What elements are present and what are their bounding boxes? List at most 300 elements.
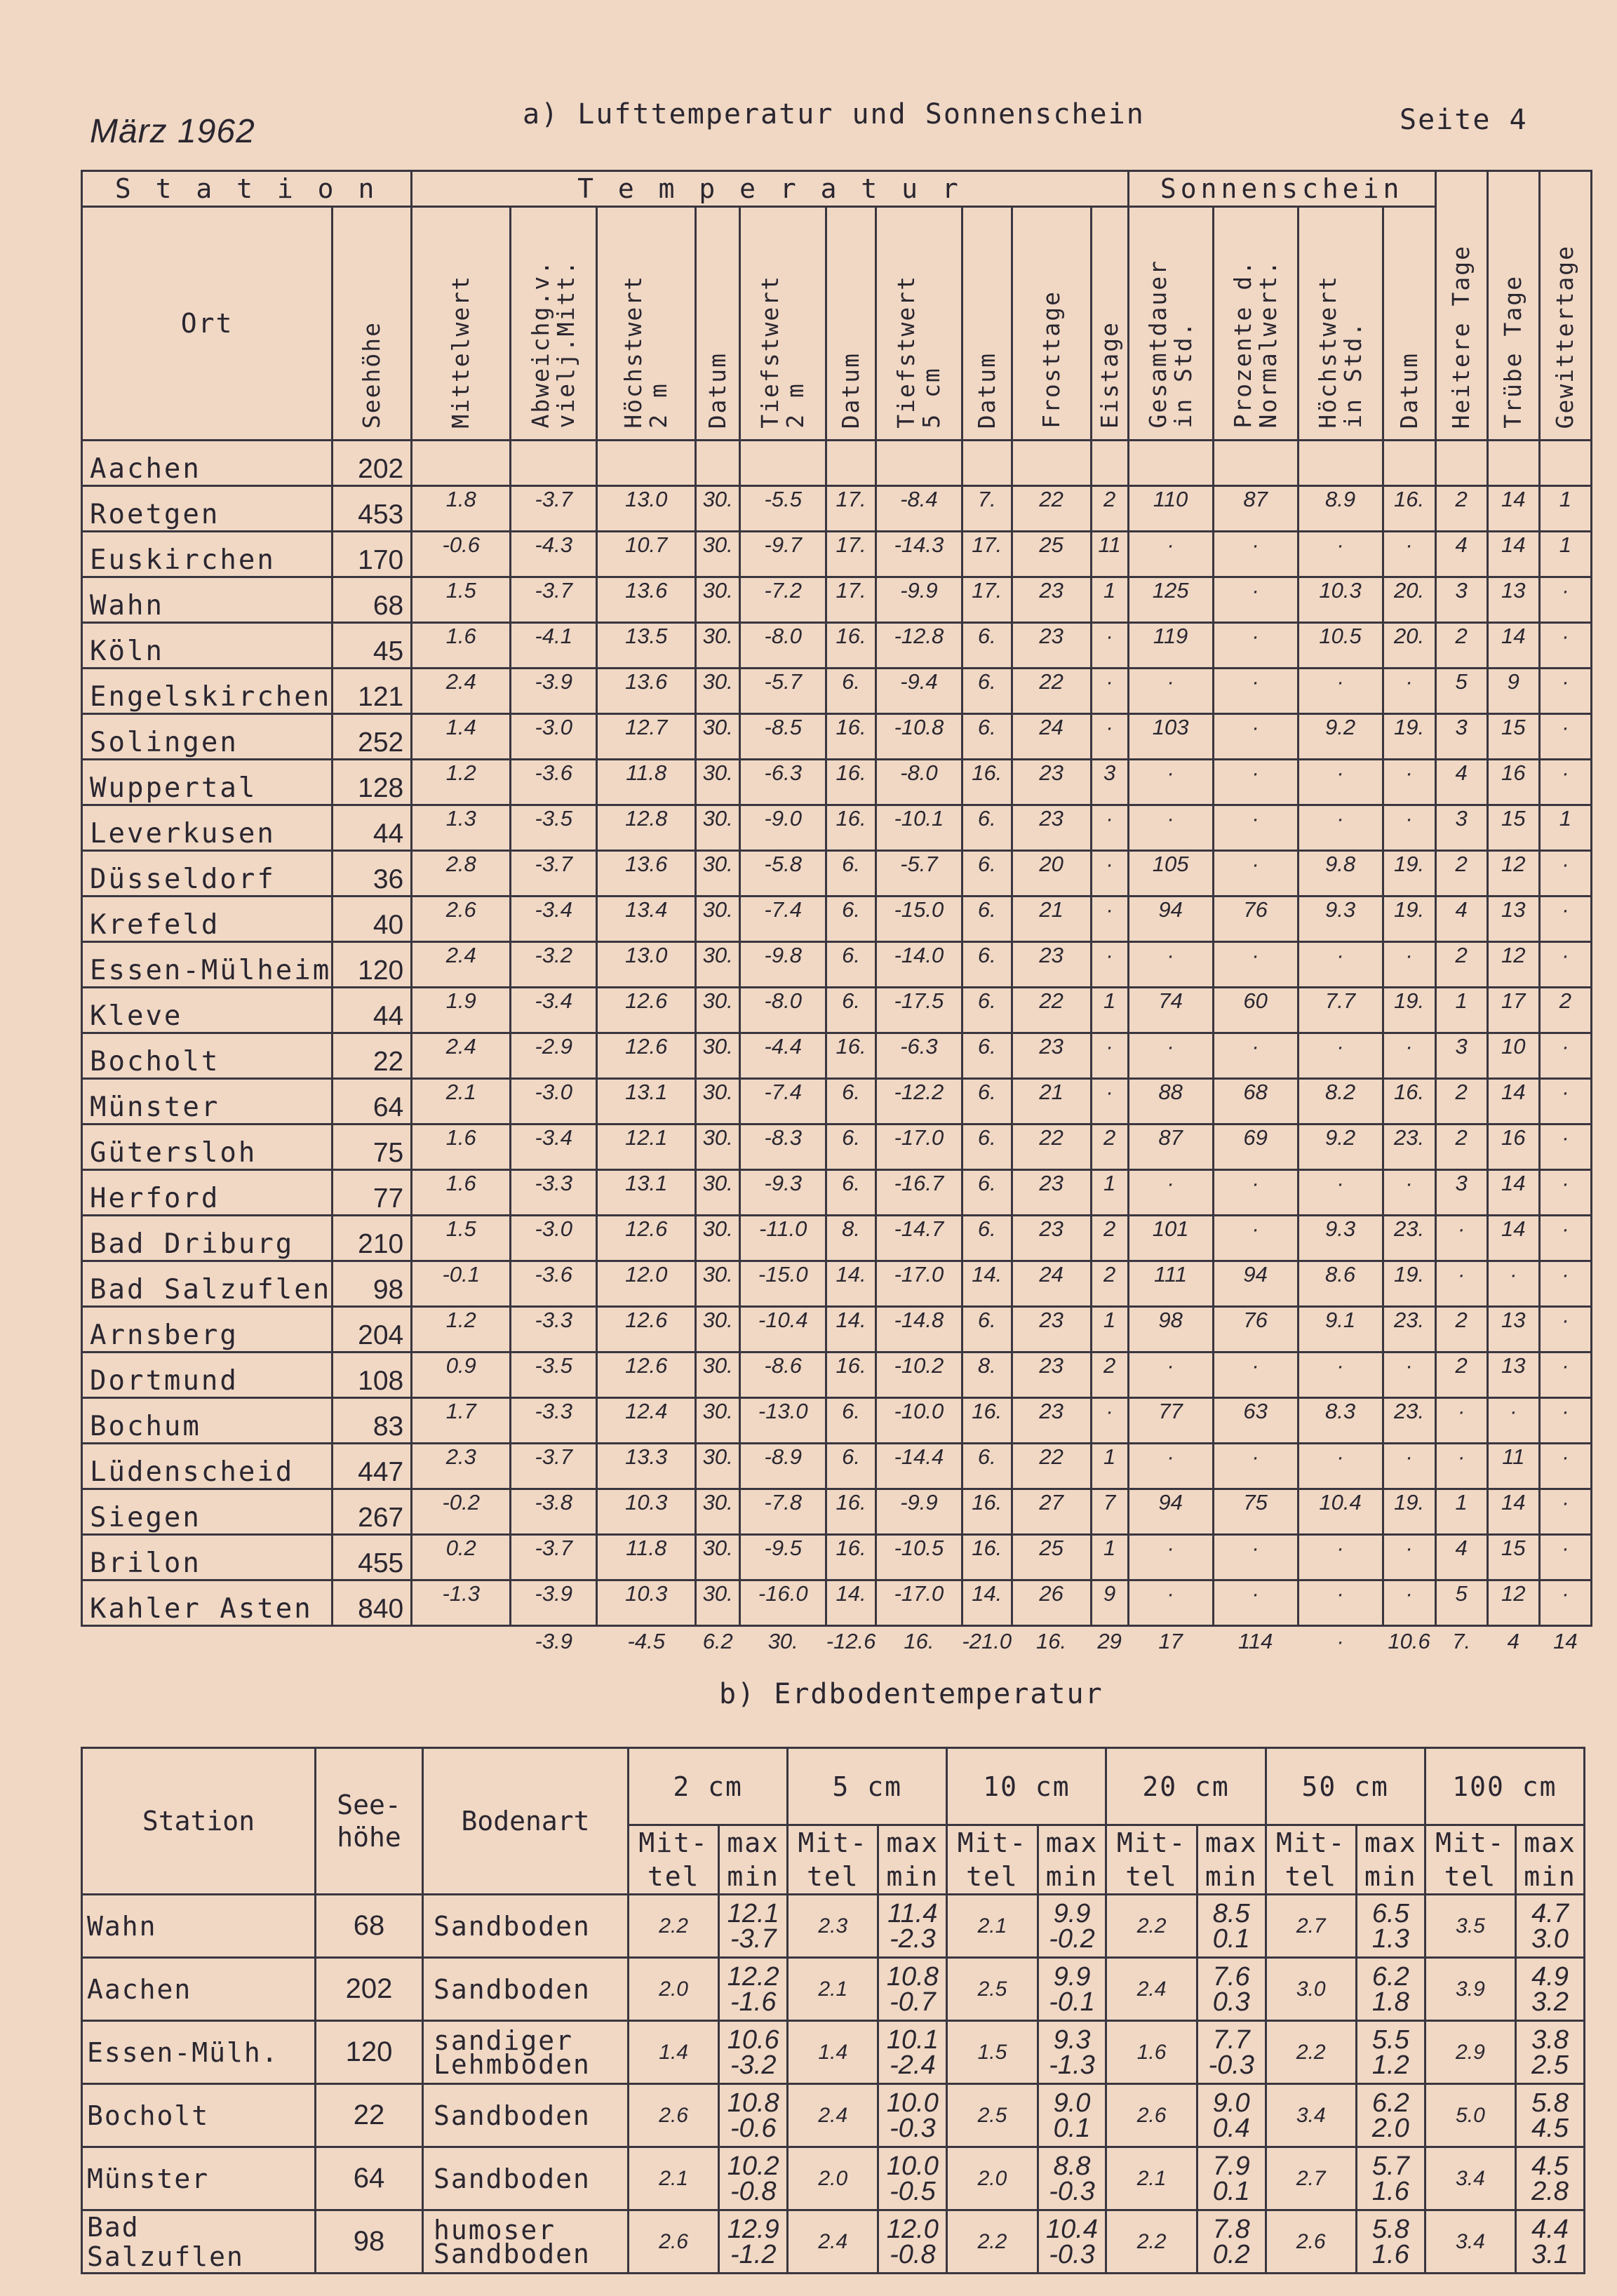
cell-value: 103	[1128, 714, 1213, 760]
cell-value: 3	[1435, 1170, 1487, 1216]
cell-value: -2.9	[511, 1033, 597, 1079]
cell-value: 13.1	[597, 1079, 696, 1124]
cell-value: -1.3	[412, 1580, 511, 1626]
soil-section-title: b) Erdbodentemperatur	[719, 1678, 1103, 1710]
mean-header: Mit- tel	[1425, 1825, 1515, 1895]
cell-value: 19.	[1383, 1489, 1435, 1535]
cell-value: 1	[1539, 805, 1591, 851]
cell-value: 4	[1435, 532, 1487, 577]
cell-value: 12.4	[597, 1398, 696, 1444]
cell-value: 23.	[1383, 1216, 1435, 1261]
cell-value: 16.	[1383, 486, 1435, 532]
cell-value: ·	[1539, 1398, 1591, 1444]
cell-value: 0.9	[412, 1352, 511, 1398]
cell-value: 1.9	[412, 988, 511, 1033]
station-altitude: 120	[333, 942, 412, 988]
station-name: Essen-Mülh.	[82, 2021, 316, 2084]
cell-value: ·	[1383, 942, 1435, 988]
cell-value: 14	[1487, 1170, 1539, 1216]
cell-value: ·	[1213, 1535, 1298, 1580]
col-header: Datum	[962, 207, 1012, 441]
cell-value: 17	[1487, 988, 1539, 1033]
cell-value: 6.	[826, 942, 876, 988]
cell-value: 15	[1487, 1535, 1539, 1580]
cell-value: -9.4	[875, 669, 962, 714]
table-row	[82, 2210, 1585, 2274]
cell-value: ·	[1091, 897, 1128, 942]
max-min-value: 4.7 3.0	[1516, 1895, 1585, 1958]
max-min-value: 12.2 -1.6	[719, 1958, 788, 2021]
cell-value: ·	[1213, 1352, 1298, 1398]
mean-value: 2.0	[947, 2147, 1038, 2210]
cell-value: -8.3	[740, 1124, 826, 1170]
cell-value: ·	[1128, 1580, 1213, 1626]
cell-value: 19.	[1383, 988, 1435, 1033]
cell-value: 13.4	[597, 897, 696, 942]
table-row	[82, 1958, 1585, 2021]
cell-value: 2.4	[412, 942, 511, 988]
cell-value: ·	[1539, 1535, 1591, 1580]
cell-value: -3.0	[511, 1079, 597, 1124]
cell-value: 3	[1435, 577, 1487, 623]
cell-value	[696, 441, 740, 486]
cell-value: 30.	[696, 1580, 740, 1626]
cell-value: 23.	[1383, 1398, 1435, 1444]
cell-value: ·	[1298, 669, 1383, 714]
cell-value: -4.4	[740, 1033, 826, 1079]
max-min-value: 7.9 0.1	[1197, 2147, 1266, 2210]
cell-value: 1	[1539, 532, 1591, 577]
mean-header: Mit- tel	[629, 1825, 719, 1895]
cell-value: ·	[1128, 532, 1213, 577]
max-min-value: 6.2 1.8	[1356, 1958, 1425, 2021]
cell-value: 17.	[962, 532, 1012, 577]
table-row	[82, 623, 1592, 669]
cell-value: 16	[1487, 760, 1539, 805]
cell-value: ·	[1213, 669, 1298, 714]
total-value: 16.	[904, 1629, 934, 1653]
total-value: 4	[1507, 1629, 1519, 1653]
table-row	[82, 1580, 1592, 1626]
table-row	[82, 1895, 1585, 1958]
cell-value: -14.4	[875, 1444, 962, 1489]
cell-value: ·	[1213, 1033, 1298, 1079]
cell-value: 9.3	[1298, 897, 1383, 942]
cell-value: ·	[1383, 1352, 1435, 1398]
cell-value: 14.	[962, 1580, 1012, 1626]
cell-value: -9.5	[740, 1535, 826, 1580]
soil-type-header: Bodenart	[423, 1748, 629, 1895]
cell-value: 6.	[962, 1079, 1012, 1124]
cell-value: -3.3	[511, 1398, 597, 1444]
max-min-value: 7.7 -0.3	[1197, 2021, 1266, 2084]
cell-value: 30.	[696, 1489, 740, 1535]
mean-header: Mit- tel	[947, 1825, 1038, 1895]
cell-value: -10.4	[740, 1307, 826, 1352]
total-value: 16.	[1036, 1629, 1067, 1653]
mean-value: 2.5	[947, 2084, 1038, 2147]
cell-value: 30.	[696, 851, 740, 897]
mean-value: 2.0	[788, 2147, 878, 2210]
cell-value: 13.6	[597, 669, 696, 714]
station-altitude: 40	[333, 897, 412, 942]
cell-value: ·	[1298, 1033, 1383, 1079]
cell-value: 9	[1487, 669, 1539, 714]
mean-value: 1.4	[788, 2021, 878, 2084]
cell-value: ·	[1539, 1444, 1591, 1489]
cell-value: 7	[1091, 1489, 1128, 1535]
station-name: Roetgen	[82, 486, 333, 532]
total-value: 6.2	[702, 1629, 733, 1653]
cell-value: -7.4	[740, 1079, 826, 1124]
cell-value: 1	[1091, 1307, 1128, 1352]
table-row	[82, 1398, 1592, 1444]
cell-value: -17.0	[875, 1124, 962, 1170]
cell-value: -10.5	[875, 1535, 962, 1580]
cell-value	[826, 441, 876, 486]
cell-value: -4.3	[511, 532, 597, 577]
cell-value: 23	[1012, 1033, 1091, 1079]
cell-value: 1.4	[412, 714, 511, 760]
cell-value: 6.	[962, 1216, 1012, 1261]
mean-value: 2.2	[1106, 2210, 1197, 2274]
cell-value: 23	[1012, 1216, 1091, 1261]
cell-value: 6.	[962, 669, 1012, 714]
max-min-value: 10.2 -0.8	[719, 2147, 788, 2210]
cell-value: 23	[1012, 1307, 1091, 1352]
col-header: Tiefstwert 2 m	[740, 207, 826, 441]
max-min-value: 4.9 3.2	[1516, 1958, 1585, 2021]
station-altitude: 447	[333, 1444, 412, 1489]
cell-value: ·	[1128, 1535, 1213, 1580]
mean-value: 1.4	[629, 2021, 719, 2084]
cell-value: 1	[1091, 988, 1128, 1033]
station-altitude: 453	[333, 486, 412, 532]
cell-value: 30.	[696, 1216, 740, 1261]
cell-value: 30.	[696, 1307, 740, 1352]
max-min-value: 5.8 4.5	[1516, 2084, 1585, 2147]
cell-value: 30.	[696, 1079, 740, 1124]
cell-value: ·	[1213, 1216, 1298, 1261]
cell-value: 8.2	[1298, 1079, 1383, 1124]
cell-value	[1128, 441, 1213, 486]
col-header: Eistage	[1091, 207, 1128, 441]
station-name: Bad Salzuflen	[82, 2210, 316, 2274]
cell-value: 6.	[826, 1124, 876, 1170]
month-label: März 1962	[90, 113, 255, 150]
mean-value: 3.0	[1266, 1958, 1356, 2021]
station-name: Leverkusen	[82, 805, 333, 851]
cell-value: 12.6	[597, 1033, 696, 1079]
cell-value: 26	[1012, 1580, 1091, 1626]
cell-value: -3.5	[511, 805, 597, 851]
cell-value: ·	[1128, 760, 1213, 805]
total-value: 29	[1097, 1629, 1122, 1653]
cell-value: ·	[1435, 1398, 1487, 1444]
cell-value: 4	[1435, 897, 1487, 942]
cell-value: ·	[1435, 1261, 1487, 1307]
cell-value: 14.	[826, 1307, 876, 1352]
cell-value: 11	[1487, 1444, 1539, 1489]
cell-value: 1.5	[412, 577, 511, 623]
station-name: Aachen	[82, 441, 333, 486]
cell-value: -3.5	[511, 1352, 597, 1398]
cell-value: 30.	[696, 669, 740, 714]
cell-value: -6.3	[740, 760, 826, 805]
cell-value: 12.6	[597, 988, 696, 1033]
cell-value: -11.0	[740, 1216, 826, 1261]
cell-value: 2	[1435, 1352, 1487, 1398]
cell-value: 13.5	[597, 623, 696, 669]
max-min-value: 10.0 -0.5	[878, 2147, 947, 2210]
station-name: Solingen	[82, 714, 333, 760]
col-header: Datum	[696, 207, 740, 441]
cell-value: ·	[1128, 1170, 1213, 1216]
station-name: Bocholt	[82, 1033, 333, 1079]
cell-value: -8.9	[740, 1444, 826, 1489]
cell-value: 10.3	[1298, 577, 1383, 623]
cell-value: 30.	[696, 1444, 740, 1489]
col-header: Mittelwert	[412, 207, 511, 441]
table-row	[82, 1079, 1592, 1124]
cell-value: -3.0	[511, 714, 597, 760]
cell-value: ·	[1213, 714, 1298, 760]
mean-value: 2.2	[629, 1895, 719, 1958]
mean-value: 1.5	[947, 2021, 1038, 2084]
cell-value: -13.0	[740, 1398, 826, 1444]
cell-value: ·	[1383, 1170, 1435, 1216]
max-min-value: 12.0 -0.8	[878, 2210, 947, 2274]
cell-value: 23	[1012, 623, 1091, 669]
cell-value: 12	[1487, 1580, 1539, 1626]
cell-value: 30.	[696, 897, 740, 942]
max-min-value: 7.6 0.3	[1197, 1958, 1266, 2021]
cell-value: 22	[1012, 1124, 1091, 1170]
table-row	[82, 2084, 1585, 2147]
cell-value: 6.	[962, 942, 1012, 988]
cell-value: 30.	[696, 1261, 740, 1307]
depth-header: 2 cm	[629, 1748, 788, 1825]
total-value: -12.6	[826, 1629, 876, 1653]
cell-value: 12.6	[597, 1352, 696, 1398]
cell-value: 1	[1091, 1170, 1128, 1216]
cell-value: 110	[1128, 486, 1213, 532]
cell-value	[1487, 441, 1539, 486]
cell-value: 9.8	[1298, 851, 1383, 897]
max-min-value: 6.5 1.3	[1356, 1895, 1425, 1958]
station-altitude: 64	[316, 2147, 423, 2210]
sunshine-group-header: Sonnenschein	[1128, 171, 1435, 207]
cell-value: ·	[1213, 1170, 1298, 1216]
cell-value: 5	[1435, 669, 1487, 714]
station-altitude: 108	[333, 1352, 412, 1398]
max-min-value: 12.9 -1.2	[719, 2210, 788, 2274]
cell-value: -12.8	[875, 623, 962, 669]
cell-value: ·	[1091, 623, 1128, 669]
soil-type: Sandboden	[423, 1895, 629, 1958]
cell-value: 60	[1213, 988, 1298, 1033]
cell-value: ·	[1298, 1444, 1383, 1489]
cell-value: ·	[1213, 532, 1298, 577]
table-row	[82, 714, 1592, 760]
max-min-value: 9.0 0.1	[1038, 2084, 1106, 2147]
cell-value: 17.	[826, 532, 876, 577]
cell-value: 13.3	[597, 1444, 696, 1489]
total-value: 14	[1553, 1629, 1578, 1653]
cell-value: ·	[1128, 1444, 1213, 1489]
cell-value: 30.	[696, 760, 740, 805]
mean-value: 5.0	[1425, 2084, 1515, 2147]
station-name: Arnsberg	[82, 1307, 333, 1352]
cell-value: -14.3	[875, 532, 962, 577]
cell-value: ·	[1539, 1261, 1591, 1307]
cell-value: 1.6	[412, 1170, 511, 1216]
station-altitude: 83	[333, 1398, 412, 1444]
cell-value: ·	[1539, 1352, 1591, 1398]
cell-value: 30.	[696, 623, 740, 669]
cell-value: 14	[1487, 623, 1539, 669]
depth-header: 10 cm	[947, 1748, 1106, 1825]
cell-value: 12.1	[597, 1124, 696, 1170]
cell-value: -3.3	[511, 1170, 597, 1216]
cell-value: -3.7	[511, 486, 597, 532]
cell-value: 14.	[826, 1580, 876, 1626]
mean-value: 2.3	[788, 1895, 878, 1958]
cell-value	[1539, 441, 1591, 486]
cell-value: -7.4	[740, 897, 826, 942]
cell-value: 1.6	[412, 623, 511, 669]
station-name: Herford	[82, 1170, 333, 1216]
cell-value: ·	[1539, 1216, 1591, 1261]
table-row	[82, 1489, 1592, 1535]
cell-value	[1298, 441, 1383, 486]
col-header: Gewittertage	[1539, 171, 1591, 441]
cell-value: 12.6	[597, 1307, 696, 1352]
cell-value: -5.8	[740, 851, 826, 897]
col-header: Datum	[1383, 207, 1435, 441]
total-value: -3.9	[535, 1629, 572, 1653]
cell-value: 22	[1012, 486, 1091, 532]
cell-value: 21	[1012, 897, 1091, 942]
table-row	[82, 532, 1592, 577]
cell-value: 12	[1487, 942, 1539, 988]
cell-value: ·	[1091, 851, 1128, 897]
station-altitude: 45	[333, 623, 412, 669]
cell-value	[1383, 441, 1435, 486]
cell-value: 15	[1487, 714, 1539, 760]
station-altitude: 202	[316, 1958, 423, 2021]
cell-value: ·	[1091, 714, 1128, 760]
cell-value: ·	[1213, 942, 1298, 988]
cell-value: 13.0	[597, 486, 696, 532]
mean-value: 2.4	[788, 2210, 878, 2274]
cell-value: 94	[1128, 897, 1213, 942]
station-name: Bad Salzuflen	[82, 1261, 333, 1307]
cell-value: ·	[1298, 1580, 1383, 1626]
cell-value: 17.	[826, 577, 876, 623]
temperature-group-header: T e m p e r a t u r	[412, 171, 1128, 207]
station-altitude: 22	[316, 2084, 423, 2147]
cell-value: 10.7	[597, 532, 696, 577]
cell-value: 14.	[962, 1261, 1012, 1307]
cell-value: ·	[1213, 760, 1298, 805]
station-altitude: 210	[333, 1216, 412, 1261]
cell-value: 19.	[1383, 1261, 1435, 1307]
cell-value: ·	[1539, 623, 1591, 669]
station-name: Kahler Asten	[82, 1580, 333, 1626]
cell-value: 24	[1012, 714, 1091, 760]
cell-value: 30.	[696, 942, 740, 988]
table-row	[82, 1124, 1592, 1170]
cell-value: 16.	[962, 1398, 1012, 1444]
cell-value: 30.	[696, 577, 740, 623]
mean-value: 3.4	[1425, 2147, 1515, 2210]
cell-value: 2.4	[412, 1033, 511, 1079]
cell-value: ·	[1213, 577, 1298, 623]
cell-value: 2.6	[412, 897, 511, 942]
cell-value: -9.0	[740, 805, 826, 851]
cell-value: -5.7	[875, 851, 962, 897]
col-header: Trübe Tage	[1487, 171, 1539, 441]
cell-value: 0.2	[412, 1535, 511, 1580]
cell-value: -8.0	[740, 988, 826, 1033]
cell-value: 22	[1012, 669, 1091, 714]
cell-value: 1.5	[412, 1216, 511, 1261]
station-altitude: 36	[333, 851, 412, 897]
cell-value: ·	[1539, 1489, 1591, 1535]
mean-value: 2.4	[788, 2084, 878, 2147]
station-name: Düsseldorf	[82, 851, 333, 897]
station-name: Lüdenscheid	[82, 1444, 333, 1489]
cell-value: -7.8	[740, 1489, 826, 1535]
cell-value: 2.8	[412, 851, 511, 897]
table-row	[82, 1261, 1592, 1307]
table-row	[82, 1216, 1592, 1261]
totals-row	[82, 1626, 1592, 1657]
cell-value: -8.5	[740, 714, 826, 760]
cell-value: ·	[1539, 669, 1591, 714]
cell-value: 16.	[962, 1489, 1012, 1535]
table-row	[82, 441, 1592, 486]
cell-value: 16.	[962, 1535, 1012, 1580]
mean-value: 3.9	[1425, 1958, 1515, 2021]
cell-value: 1	[1091, 577, 1128, 623]
cell-value: -3.0	[511, 1216, 597, 1261]
cell-value: 94	[1128, 1489, 1213, 1535]
mean-value: 2.5	[947, 1958, 1038, 2021]
max-min-value: 4.4 3.1	[1516, 2210, 1585, 2274]
station-name: Dortmund	[82, 1352, 333, 1398]
table-row	[82, 851, 1592, 897]
soil-type: Sandboden	[423, 1958, 629, 2021]
cell-value: 13.6	[597, 577, 696, 623]
cell-value: -9.8	[740, 942, 826, 988]
mean-header: Mit- tel	[788, 1825, 878, 1895]
station-name: Bad Driburg	[82, 1216, 333, 1261]
station-altitude: 77	[333, 1170, 412, 1216]
cell-value: ·	[1487, 1261, 1539, 1307]
cell-value: 98	[1128, 1307, 1213, 1352]
max-min-value: 5.5 1.2	[1356, 2021, 1425, 2084]
station-name: Bocholt	[82, 2084, 316, 2147]
cell-value: -3.9	[511, 1580, 597, 1626]
table-row	[82, 805, 1592, 851]
cell-value: ·	[1383, 532, 1435, 577]
cell-value: 101	[1128, 1216, 1213, 1261]
cell-value: 7.7	[1298, 988, 1383, 1033]
cell-value: 2	[1435, 1124, 1487, 1170]
cell-value: ·	[1539, 1580, 1591, 1626]
